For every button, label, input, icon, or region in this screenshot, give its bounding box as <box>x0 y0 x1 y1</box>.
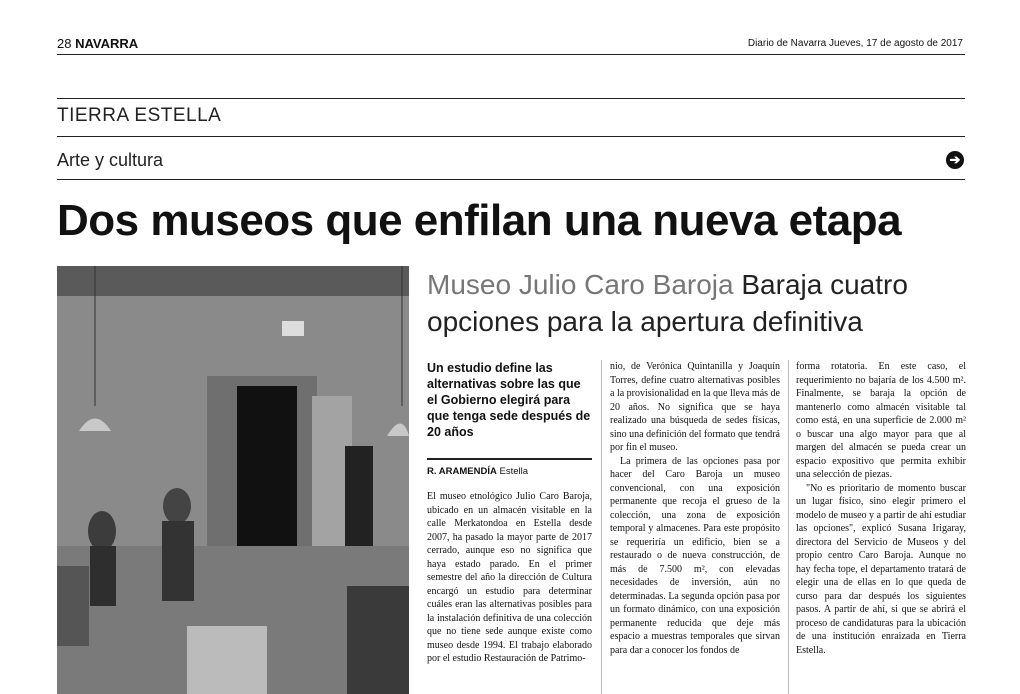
byline-place: Estella <box>499 466 528 477</box>
body-column-2 <box>610 360 780 657</box>
body-column-1 <box>427 490 592 666</box>
byline <box>427 466 528 477</box>
summary: Un estudio define las alternativas sobre las que el Gobierno elegirá para que tenga sede después de 20 años <box>427 361 591 439</box>
kicker-rest: Baraja cuatro opciones para la apertura definitiva <box>427 269 908 337</box>
section-name: NAVARRA <box>75 36 139 51</box>
subsection-title: Arte y cultura <box>57 150 164 170</box>
body-paragraph: La primera de las opciones pasa por hacer del Caro Baroja un museo convencional, con una exposición permanente que recoja el grueso de la colección, una zona de exposición temporal y almacenes. Para este propósito se requeriría un edificio, bien se a restaurado o de nueva construcción, de más de 7.500 m², con elevadas necesidades de inversión, aún no determinadas. La segunda opción pasa por un formato dinámico, con una exposición permanente reducida que deje más espacio a muestras temporales que sirvan para dar a conocer los fondos de <box>610 455 780 656</box>
kicker-lead: Museo Julio Caro Baroja <box>427 269 734 300</box>
byline-author: R. ARAMENDÍA <box>427 466 497 477</box>
arrow-right-icon: ➔ <box>946 151 964 169</box>
header-rule <box>57 54 965 55</box>
subsection-rule <box>57 179 965 180</box>
publication-date: Diario de Navarra Jueves, 17 de agosto de 2017 <box>747 38 963 49</box>
body-paragraph: "No es prioritario de momento buscar un lugar físico, sino elegir primero el modelo de museo y a partir de ahí estudiar las opciones", explicó Susana Irigaray, directora del Servicio de Museos y del propio centro Caro Baroja. Aunque no hay fecha tope, el departamento tratará de elegir una de ellas en lo que queda de curso para dar después los siguientes pasos. A partir de ahí, si que se abrirá el proceso de candidaturas para la ubicación de una institución enraizada en Tierra Estella. <box>796 482 966 656</box>
summary-rule <box>427 458 592 460</box>
section-title: TIERRA ESTELLA <box>57 105 222 126</box>
page-number: 28 <box>57 36 72 51</box>
body-column-3 <box>796 360 966 657</box>
body-paragraph: nio, de Verónica Quintanilla y Joaquín Torres, define cuatro alternativas posibles a la provisionalidad en la que lleva más de 20 años. No significa que se haya realizado una búsqueda de sedes físicas, sino una definición del formato que tendrá por fin el museo. <box>610 361 780 453</box>
headline: Dos museos que enfilan una nueva etapa <box>57 196 902 245</box>
kicker <box>427 266 967 340</box>
museum-photo <box>57 266 409 694</box>
page-header-left <box>57 36 138 51</box>
section-top-rule <box>57 98 965 99</box>
body-paragraph: forma rotatoria. En este caso, el requerimiento no bajaría de los 4.500 m². Finalmente, se baraja la opción de mantenerlo como almacén visitable tal como está, en una superficie de 2.000 m² o buscar una algo mayor para que al margen del almacén se pueda crear un espacio expositivo que permita exhibir una selección de piezas. <box>796 361 966 480</box>
body-paragraph: El museo etnológico Julio Caro Baroja, ubicado en un almacén visitable en la calle Merkatondoa en Estella desde 2007, ha pasado la mayor parte de 2017 cerrado, aunque eso no significa que haya estado parado. En el primer semestre del año la dirección de Cultura encargó un estudio para determinar cuáles eran las alternativas posibles para la instalación definitiva de una colección que no tiene sede aunque existe como museo desde 1994. El trabajo elaborado por el estudio Restauración de Patrimo- <box>427 491 592 664</box>
column-divider <box>788 360 789 694</box>
section-bottom-rule <box>57 136 965 137</box>
column-divider <box>601 360 602 694</box>
